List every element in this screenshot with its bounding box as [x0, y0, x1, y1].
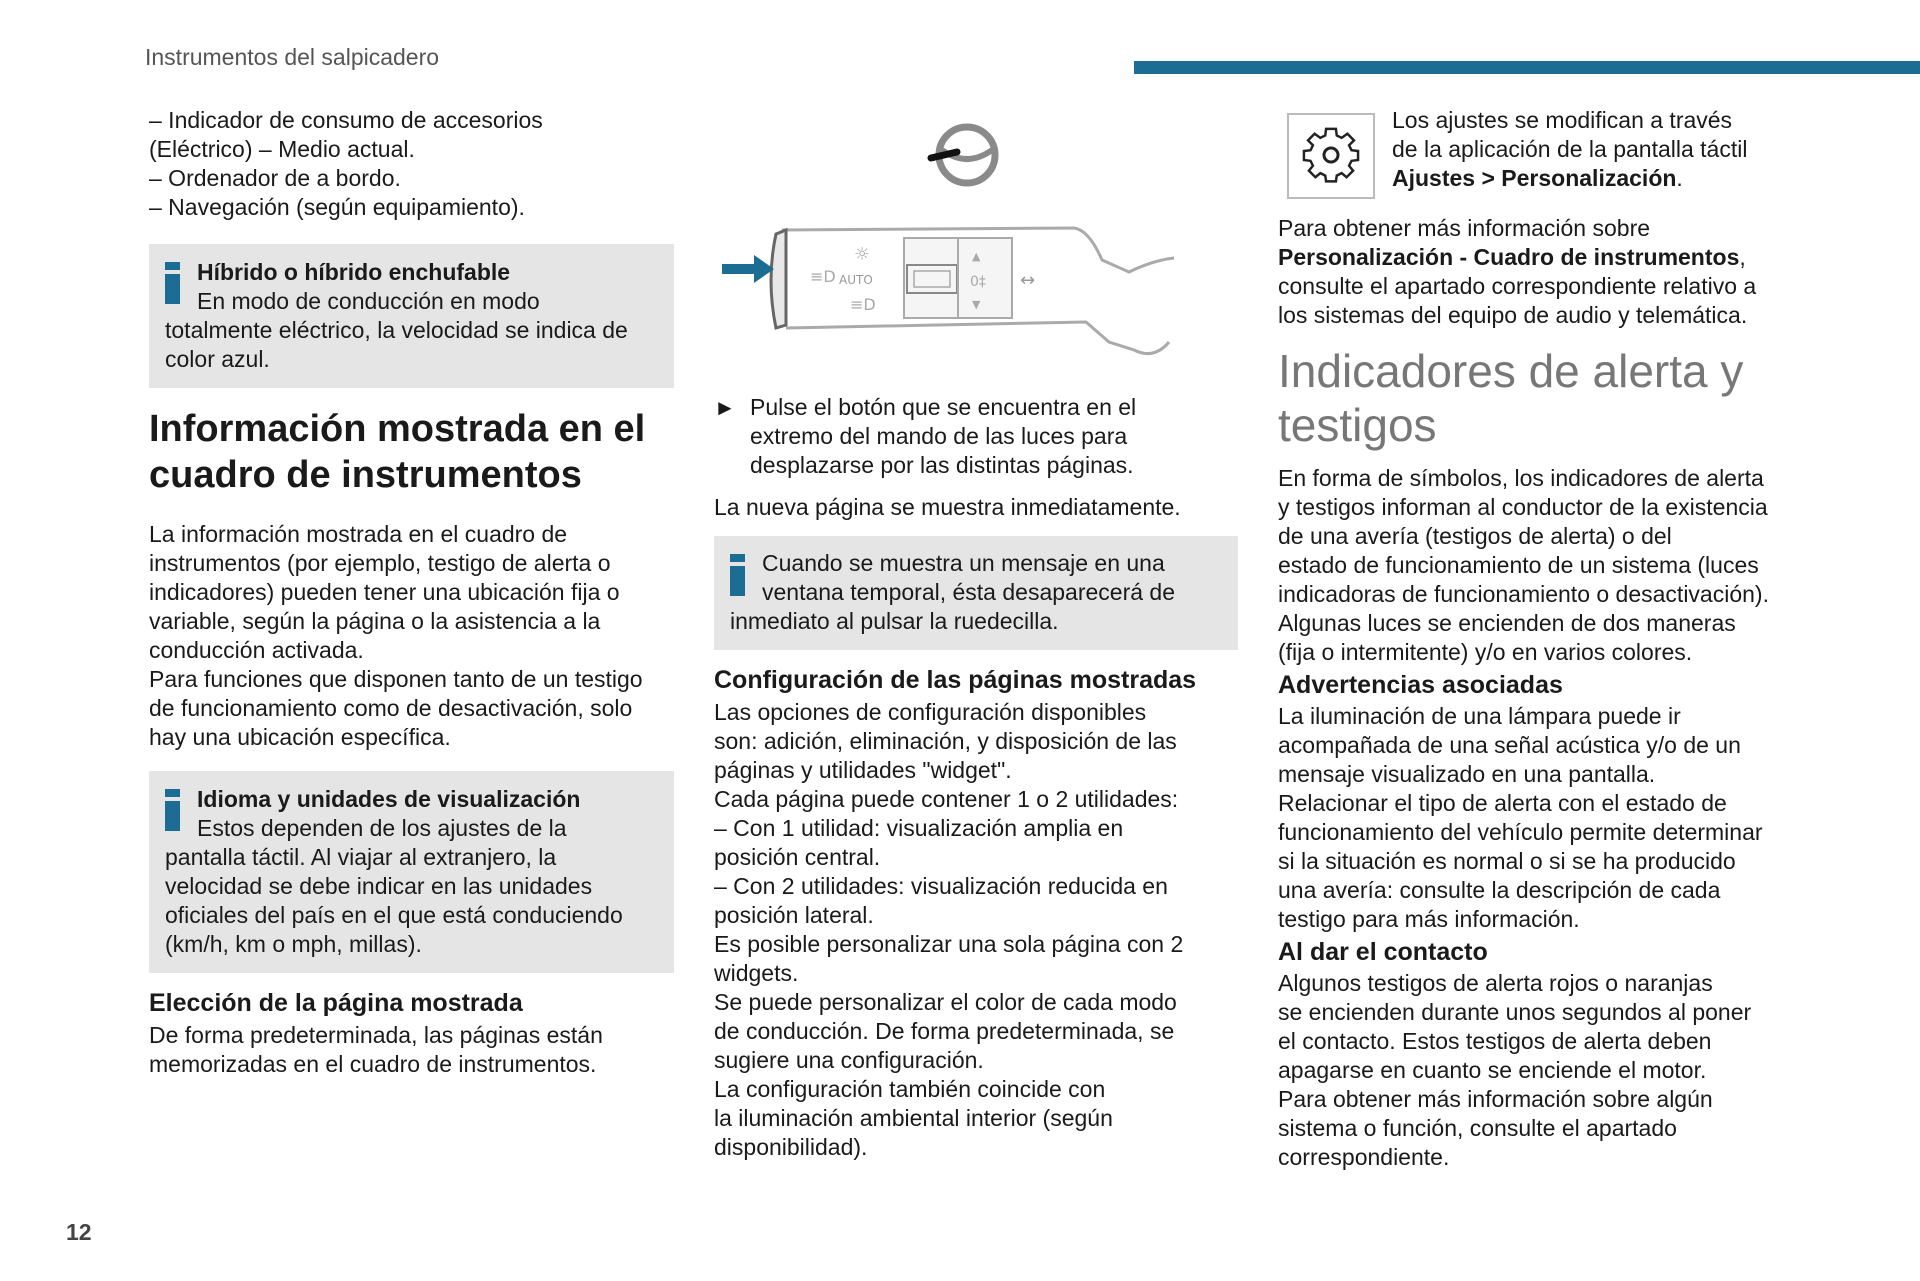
text-line: La nueva página se muestra inmediatamente.	[714, 494, 1181, 520]
section-heading	[1278, 344, 1798, 452]
direction-arrows: ↔	[1020, 270, 1036, 291]
text-line: correspondiente.	[1278, 1144, 1450, 1170]
text-line: desplazarse por las distintas páginas.	[750, 452, 1134, 478]
text-line: y testigos informan al conductor de la existencia	[1278, 494, 1768, 520]
column-middle	[714, 110, 1238, 1162]
text-line: Para funciones que disponen tanto de un testigo	[149, 666, 643, 692]
text-line: se encienden durante unos segundos al poner	[1278, 999, 1752, 1025]
text-line: Pulse el botón que se encuentra en el	[750, 394, 1137, 420]
text-line: Relacionar el tipo de alerta con el estado de	[1278, 790, 1727, 816]
text-line	[1278, 243, 1798, 272]
sub-heading: Configuración de las páginas mostradas	[714, 666, 1197, 694]
text-line: De forma predeterminada, las páginas están	[149, 1022, 603, 1048]
body-paragraph	[1278, 702, 1798, 934]
text-line: el contacto. Estos testigos de alerta deben	[1278, 1028, 1712, 1054]
steering-wheel-icon	[931, 127, 995, 183]
svg-text:≡D: ≡D	[810, 267, 836, 286]
info-text: oficiales del país en el que está conduciendo	[165, 902, 623, 928]
info-text: inmediato al pulsar la ruedecilla.	[730, 608, 1059, 634]
body-paragraph	[149, 1021, 674, 1079]
heading-line: Indicadores de alerta y	[1278, 345, 1744, 397]
text-line: La información mostrada en el cuadro de	[149, 521, 568, 547]
svg-text:0‡: 0‡	[970, 274, 986, 290]
page-number: 12	[66, 1219, 92, 1245]
text-line: Es posible personalizar una sola página con 2	[714, 931, 1184, 957]
text-line: una avería: consulte la descripción de cada	[1278, 877, 1721, 903]
heading-line: Información mostrada en el	[149, 408, 646, 450]
info-text: En modo de conducción en modo	[197, 288, 540, 314]
header-accent-bar	[1134, 61, 1920, 74]
text-line: La configuración también coincide con	[714, 1076, 1106, 1102]
text-line: son: adición, eliminación, y disposición de las	[714, 728, 1177, 754]
info-text: Estos dependen de los ajustes de la	[197, 815, 567, 841]
sub-heading: Elección de la página mostrada	[149, 989, 523, 1017]
info-icon	[165, 789, 180, 831]
text-line: Para obtener más información sobre algún	[1278, 1086, 1713, 1112]
text-line: de una avería (testigos de alerta) o del	[1278, 523, 1672, 549]
text-line: testigo para más información.	[1278, 906, 1580, 932]
info-text: (km/h, km o mph, millas).	[165, 931, 422, 957]
text-line: mensaje visualizado en una pantalla.	[1278, 761, 1656, 787]
light-stalk-diagram	[714, 110, 1234, 380]
text-line: los sistemas del equipo de audio y telemática.	[1278, 302, 1748, 328]
text-line: consulte el apartado correspondiente relativo a	[1278, 273, 1757, 299]
text-line: posición lateral.	[714, 902, 874, 928]
text-line: Cada página puede contener 1 o 2 utilidades:	[714, 786, 1179, 812]
text-line: – Con 2 utilidades: visualización reducida en	[714, 873, 1168, 899]
intro-list	[149, 106, 674, 222]
body-paragraph	[1278, 464, 1798, 667]
column-right	[1278, 106, 1798, 1172]
info-box-message	[714, 536, 1238, 650]
text-line: Las opciones de configuración disponibles	[714, 699, 1147, 725]
text-line: la iluminación ambiental interior (según	[714, 1105, 1113, 1131]
text-line: extremo del mando de las luces para	[750, 423, 1128, 449]
list-item: – Ordenador de a bordo.	[149, 165, 401, 191]
text-line: sistema o función, consulte el apartado	[1278, 1115, 1677, 1141]
info-title: Híbrido o híbrido enchufable	[197, 259, 511, 285]
info-text: totalmente eléctrico, la velocidad se indica de	[165, 317, 628, 343]
text-line: Algunas luces se encienden de dos maneras	[1278, 610, 1736, 636]
text-line: widgets.	[714, 960, 799, 986]
list-item: – Navegación (según equipamiento).	[149, 194, 525, 220]
info-text: Cuando se muestra un mensaje en una	[762, 550, 1165, 576]
svg-text:▼: ▼	[972, 298, 981, 311]
text-line: (fija o intermitente) y/o en varios colores.	[1278, 639, 1693, 665]
text-line: posición central.	[714, 844, 881, 870]
info-text: color azul.	[165, 346, 270, 372]
list-item: – Indicador de consumo de accesorios	[149, 107, 543, 133]
text-line: si la situación es normal o si se ha producido	[1278, 848, 1736, 874]
section-heading	[149, 406, 674, 498]
text-line: variable, según la página o la asistencia a la	[149, 608, 601, 634]
info-icon	[730, 554, 745, 596]
text-line: disponibilidad).	[714, 1134, 868, 1160]
info-text: ventana temporal, ésta desaparecerá de	[762, 579, 1175, 605]
heading-line: cuadro de instrumentos	[149, 454, 582, 496]
info-icon	[165, 262, 180, 304]
body-paragraph	[1278, 969, 1798, 1172]
text-line: indicadoras de funcionamiento o desactivación).	[1278, 581, 1769, 607]
reference-title: Personalización - Cuadro de instrumentos	[1278, 244, 1740, 270]
list-item: (Eléctrico) – Medio actual.	[149, 136, 415, 162]
sub-heading: Al dar el contacto	[1278, 938, 1488, 966]
text-line: apagarse en cuanto se enciende el motor.	[1278, 1057, 1707, 1083]
column-left	[149, 106, 674, 1079]
body-paragraph	[714, 493, 1238, 522]
svg-text:≡D: ≡D	[850, 295, 876, 314]
text-line: Algunos testigos de alerta rojos o naranjas	[1278, 970, 1713, 996]
info-title: Idioma y unidades de visualización	[197, 786, 581, 812]
text-line	[1392, 164, 1798, 193]
info-box-hybrid	[149, 244, 674, 388]
bullet-instruction	[714, 393, 1238, 480]
text-line: páginas y utilidades "widget".	[714, 757, 1012, 783]
text-line: de funcionamiento como de desactivación, solo	[149, 695, 633, 721]
text-line: de la aplicación de la pantalla táctil	[1392, 136, 1748, 162]
text-line: de conducción. De forma predeterminada, se	[714, 1018, 1175, 1044]
info-text: pantalla táctil. Al viajar al extranjero, la	[165, 844, 557, 870]
text-line: memorizadas en el cuadro de instrumentos.	[149, 1051, 597, 1077]
text-line: Se puede personalizar el color de cada modo	[714, 989, 1177, 1015]
text-line: funcionamiento del vehículo permite determinar	[1278, 819, 1763, 845]
text-line: hay una ubicación específica.	[149, 724, 451, 750]
text-line: acompañada de una señal acústica y/o de un	[1278, 732, 1741, 758]
text-line: conducción activada.	[149, 637, 364, 663]
more-info-paragraph	[1278, 214, 1798, 330]
arrow-pointer-icon	[722, 255, 774, 283]
running-header: Instrumentos del salpicadero	[145, 44, 440, 70]
sub-heading: Advertencias asociadas	[1278, 671, 1563, 699]
info-text: velocidad se debe indicar en las unidades	[165, 873, 593, 899]
text-line: La iluminación de una lámpara puede ir	[1278, 703, 1681, 729]
text-line: – Con 1 utilidad: visualización amplia en	[714, 815, 1124, 841]
settings-path: Ajustes > Personalización	[1392, 165, 1677, 191]
settings-text	[1278, 106, 1798, 193]
text-line: estado de funcionamiento de un sistema (luces	[1278, 552, 1759, 578]
svg-text:▲: ▲	[972, 250, 981, 263]
text-line: Para obtener más información sobre	[1278, 215, 1651, 241]
text-line: instrumentos (por ejemplo, testigo de alerta o	[149, 550, 611, 576]
punctuation: ,	[1739, 244, 1746, 270]
body-paragraph	[714, 698, 1238, 1162]
text-line: Los ajustes se modifican a través	[1392, 107, 1733, 133]
heading-line: testigos	[1278, 399, 1437, 451]
light-stalk-illustration	[714, 110, 1234, 380]
svg-text:☼: ☼	[854, 244, 871, 265]
text-line: En forma de símbolos, los indicadores de alerta	[1278, 465, 1764, 491]
text-line: sugiere una configuración.	[714, 1047, 984, 1073]
punctuation: .	[1676, 165, 1683, 191]
auto-label: AUTO	[839, 273, 873, 287]
body-paragraph	[149, 520, 674, 752]
text-line: indicadores) pueden tener una ubicación fija o	[149, 579, 620, 605]
triangle-bullet-icon: ►	[714, 395, 736, 420]
info-box-language	[149, 771, 674, 973]
